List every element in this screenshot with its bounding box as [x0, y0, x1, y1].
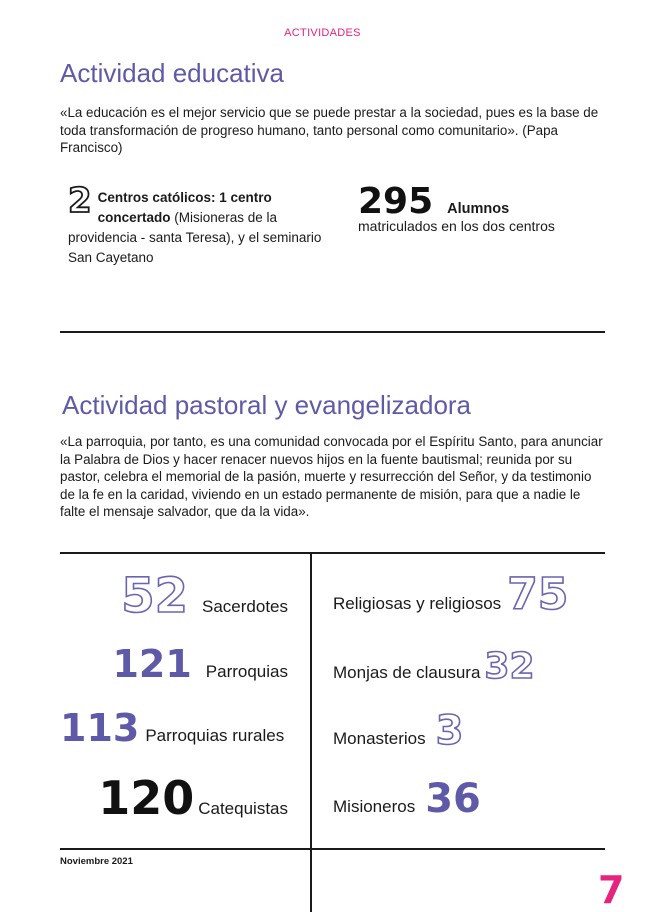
stat-monasterios	[333, 708, 463, 754]
table-top-rule	[60, 552, 605, 554]
alumnos-label: Alumnos	[447, 201, 510, 217]
stat-religiosos	[333, 570, 568, 620]
section-divider	[60, 331, 605, 333]
alumnos-stat	[358, 182, 608, 234]
alumnos-detail: matriculados en los dos centros	[358, 218, 555, 234]
stat-number: 113	[60, 706, 140, 750]
stat-number: 120	[98, 771, 195, 825]
section-tag: ACTIVIDADES	[284, 27, 361, 39]
centros-bold: Centros católicos: 1 centro concertado	[97, 190, 272, 225]
stat-label: Catequistas	[198, 799, 288, 818]
stat-parroquias-rurales	[60, 704, 284, 752]
stat-number: 32	[484, 646, 535, 687]
stat-label: Religiosas y religiosos	[333, 594, 502, 613]
stat-monjas	[333, 646, 535, 688]
stat-misioneros	[333, 774, 481, 824]
stat-sacerdotes	[121, 568, 288, 624]
educativa-quote: «La educación es el mejor servicio que se puede prestar a la sociedad, pues es la base de toda transformación de progreso humano, tanto personal como comunitario». (Papa Francisco)	[60, 105, 599, 155]
stat-number: 3	[435, 708, 464, 754]
centros-text	[68, 181, 323, 268]
educativa-title: Actividad educativa	[60, 58, 285, 88]
stat-number: 52	[121, 568, 188, 624]
stat-label: Parroquias	[205, 662, 288, 681]
page-number: 7	[598, 868, 625, 912]
stat-label: Misioneros	[333, 797, 416, 816]
stat-catequistas	[98, 770, 288, 826]
stat-label: Monasterios	[333, 729, 426, 748]
stat-parroquias	[112, 640, 288, 688]
stat-label: Monjas de clausura	[333, 663, 481, 682]
centros-detail: (Misioneras de la providencia - santa Teresa), y el seminario San Cayetano	[68, 210, 322, 265]
stat-number: 121	[112, 642, 192, 686]
stat-number: 36	[425, 776, 481, 822]
stat-label: Parroquias rurales	[145, 726, 285, 745]
table-center-rule	[310, 552, 312, 912]
stat-label: Sacerdotes	[202, 597, 288, 616]
centros-stat	[68, 181, 323, 268]
pastoral-title: Actividad pastoral y evangelizadora	[62, 390, 472, 420]
centros-number: 2	[68, 181, 92, 221]
footer-date: Noviembre 2021	[60, 856, 133, 867]
table-bottom-rule	[60, 848, 605, 850]
pastoral-quote: «La parroquia, por tanto, es una comunidad convocada por el Espíritu Santo, para anunciar la Palabra de Dios y hacer renacer nuevos hijos en la fuente bautismal; reunida por su pastor, celebra el memorial de la pasión, muerte y resurrección del Señor, y da testimonio de la fe en la caridad, viviendo en un estado permanente de misión, para que a nadie le falte el mensaje salvador, que da la vida».	[60, 434, 603, 519]
alumnos-number: 295	[358, 181, 434, 222]
stat-number: 75	[507, 569, 569, 620]
